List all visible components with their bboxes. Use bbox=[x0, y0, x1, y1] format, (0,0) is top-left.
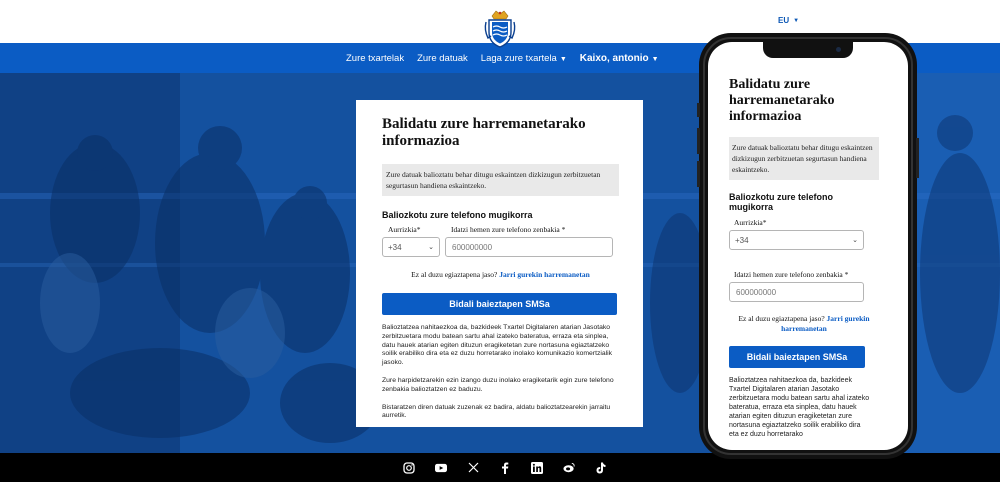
nav-lend-card-label: Laga zure txartela bbox=[480, 52, 557, 64]
linkedin-icon[interactable] bbox=[531, 462, 543, 474]
user-menu[interactable] bbox=[580, 53, 659, 64]
phone-notch bbox=[763, 42, 853, 58]
nav-your-cards[interactable]: Zure txartelak bbox=[346, 52, 405, 64]
phone-info-paragraph: Balioztatzea nahitaezkoa da, bazkideek Txartel Digitalaren atarian Jasotako zerbitzuetara modu batean sartu ahal izateko bateratua, erraza eta sinplea, datu hauek atarian egiten dituzun eragiketetan zure nortasuna egiaztatzeko soilik erabiliko dira eta ez duzu horretarako bbox=[729, 377, 870, 438]
info-paragraph-1: Balioztatzea nahitaezkoa da, bazkideek Txartel Digitalaren atarian Jasotako zerbitzuetara modu batean sartu ahal izateko bateratua, erraza eta sinplea, datu hauek atarian egiten dituzun eragiketetan zure nortasuna egiaztatzeko soilik erabiliko dira eta ez duzu horretarako inolako komunikazio komertzialik jasoko. bbox=[382, 324, 613, 367]
validation-card bbox=[356, 100, 643, 427]
language-selector[interactable] bbox=[778, 16, 799, 25]
prefix-value: +34 bbox=[388, 242, 402, 252]
phone-send-sms-button[interactable]: Bidali baieztapen SMSa bbox=[729, 346, 865, 368]
prefix-label: Aurrizkia* bbox=[388, 225, 421, 234]
chevron-down-icon: ⌄ bbox=[852, 237, 858, 244]
page-title: Balidatu zure harremanetarako informazioa bbox=[382, 116, 586, 149]
send-sms-button[interactable]: Bidali baieztapen SMSa bbox=[382, 293, 617, 315]
contact-us-link[interactable]: Jarri gurekin harremanetan bbox=[499, 270, 590, 279]
language-label: EU bbox=[778, 16, 790, 25]
weibo-icon[interactable] bbox=[563, 462, 575, 474]
nav-lend-card[interactable] bbox=[481, 53, 567, 64]
phone-side-button bbox=[916, 138, 919, 178]
chevron-down-icon: ▼ bbox=[651, 55, 659, 63]
instagram-icon[interactable] bbox=[403, 462, 415, 474]
phone-side-button bbox=[697, 161, 700, 187]
info-box: Zure datuak balioztatu behar ditugu eskaintzen dizkizugun zerbitzuetan segurtasun handiena eskaintzeko. bbox=[382, 164, 619, 196]
camera-icon bbox=[836, 47, 841, 52]
phone-contact-us-link[interactable]: Jarri gurekin harremanetan bbox=[781, 314, 870, 333]
verify-question: Ez al duzu egiaztapena jaso? bbox=[411, 270, 498, 279]
phone-side-button bbox=[697, 128, 700, 154]
phone-page-title: Balidatu zure harremanetarako informazioa bbox=[729, 77, 835, 124]
chevron-down-icon: ⌄ bbox=[428, 244, 434, 251]
user-greeting: Kaixo, antonio bbox=[579, 52, 649, 64]
phone-label: Idatzi hemen zure telefono zenbakia * bbox=[451, 225, 566, 234]
phone-prefix-label: Aurrizkia* bbox=[734, 218, 767, 227]
phone-section-heading: Baliozkotu zure telefono mugikorra bbox=[729, 192, 834, 212]
phone-number-input[interactable]: 600000000 bbox=[729, 282, 864, 302]
phone-info-box: Zure datuak balioztatu behar ditugu eskaintzen dizkizugun zerbitzuetan segurtasun handiena eskaintzeko. bbox=[729, 137, 879, 180]
x-icon[interactable] bbox=[467, 462, 479, 474]
prefix-select[interactable] bbox=[382, 237, 440, 257]
phone-side-button bbox=[697, 103, 700, 117]
phone-section-heading: Baliozkotu zure telefono mugikorra bbox=[382, 210, 533, 220]
phone-form bbox=[729, 77, 879, 439]
info-paragraph-2: Zure harpidetzarekin ezin izango duzu inolako eragiketarik egin zure telefono zenbakia balioztatzen ez baduzu. bbox=[382, 376, 614, 393]
phone-verify-question: Ez al duzu egiaztapena jaso? bbox=[738, 314, 825, 323]
club-crest-logo[interactable] bbox=[483, 10, 517, 48]
phone-verify-help-line bbox=[729, 314, 879, 334]
phone-input[interactable]: 600000000 bbox=[445, 237, 613, 257]
phone-mockup bbox=[699, 33, 917, 459]
phone-number-label: Idatzi hemen zure telefono zenbakia * bbox=[734, 270, 849, 279]
youtube-icon[interactable] bbox=[435, 462, 447, 474]
tiktok-icon[interactable] bbox=[595, 462, 607, 474]
facebook-icon[interactable] bbox=[499, 462, 511, 474]
phone-prefix-value: +34 bbox=[735, 235, 749, 245]
phone-prefix-select[interactable] bbox=[729, 230, 864, 250]
chevron-down-icon: ▼ bbox=[559, 55, 567, 63]
info-paragraph-3: Bistaratzen diren datuak zuzenak ez badira, aldatu balioztatzearekin jarraitu aurretik. bbox=[382, 403, 611, 420]
nav-your-data[interactable]: Zure datuak bbox=[417, 52, 468, 64]
chevron-down-icon: ▼ bbox=[793, 17, 800, 24]
verify-help-line bbox=[382, 270, 619, 279]
